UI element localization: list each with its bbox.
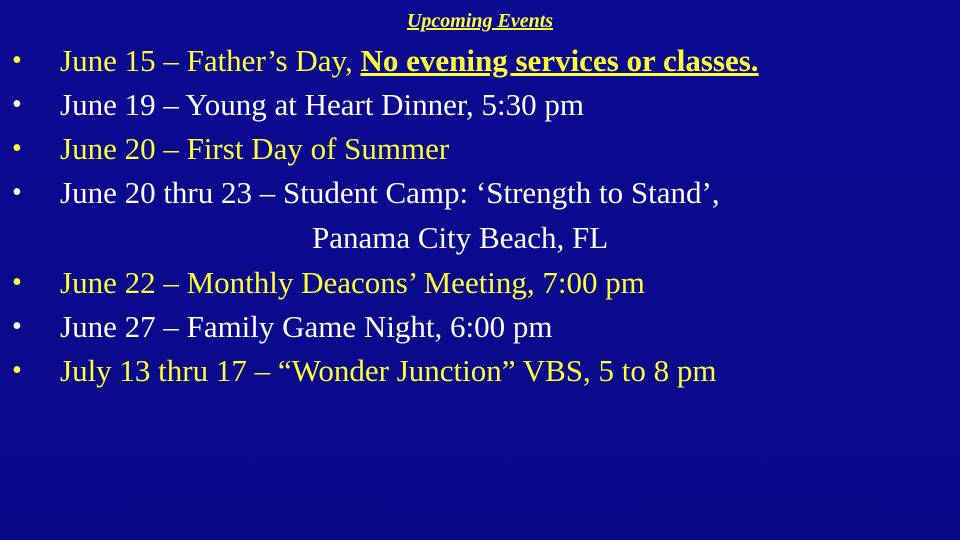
event-text: June 19 – Young at Heart Dinner, 5:30 pm xyxy=(60,87,584,122)
event-continuation xyxy=(0,215,960,261)
event-text: June 20 thru 23 – Student Camp: ‘Strength to Stand’, xyxy=(60,175,720,210)
event-text: June 22 – Monthly Deacons’ Meeting, 7:00 pm xyxy=(60,265,645,300)
bullet-icon: • xyxy=(12,311,22,342)
event-item xyxy=(0,83,960,127)
bullet-icon: • xyxy=(12,133,22,164)
event-text: June 27 – Family Game Night, 6:00 pm xyxy=(60,309,553,344)
event-item xyxy=(0,39,960,83)
event-text xyxy=(60,39,759,83)
event-item xyxy=(0,305,960,349)
event-item xyxy=(0,171,960,215)
bullet-icon: • xyxy=(12,177,22,208)
bullet-icon: • xyxy=(12,355,22,386)
bullet-icon: • xyxy=(12,45,22,76)
event-text: June 20 – First Day of Summer xyxy=(60,131,450,166)
event-text: July 13 thru 17 – “Wonder Junction” VBS, 5 to 8 pm xyxy=(60,353,717,388)
event-item xyxy=(0,261,960,305)
event-item xyxy=(0,349,960,393)
event-text-main: June 15 – Father’s Day, xyxy=(60,43,361,78)
events-list xyxy=(0,39,960,393)
bullet-icon: • xyxy=(12,267,22,298)
event-item xyxy=(0,127,960,171)
event-emphasis: No evening services or classes. xyxy=(360,43,759,78)
bullet-icon: • xyxy=(12,89,22,120)
slide-title: Upcoming Events xyxy=(406,10,554,32)
event-continuation-text: Panama City Beach, FL xyxy=(312,220,609,255)
